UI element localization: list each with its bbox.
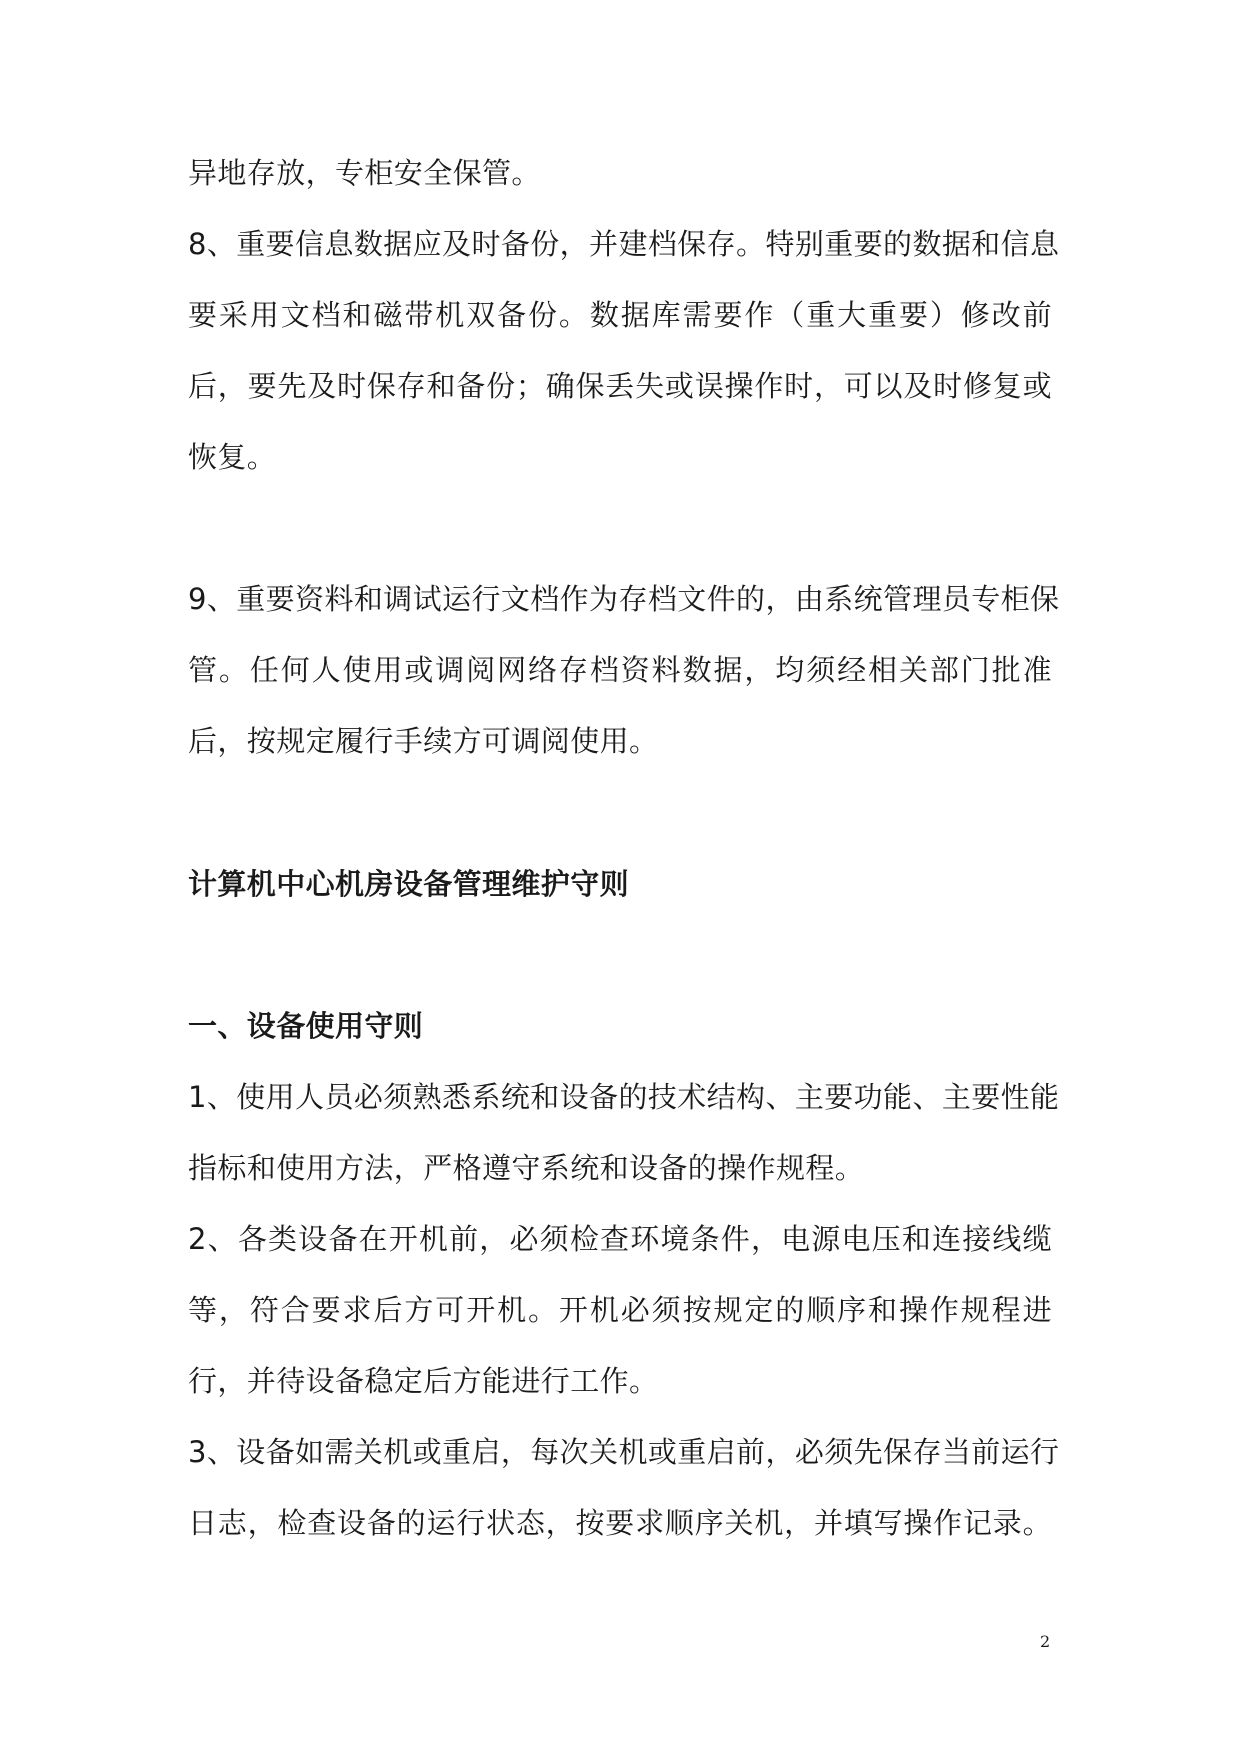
paragraph-line: 指标和使用方法，严格遵守系统和设备的操作规程。 (188, 1151, 865, 1185)
paragraph-line: 异地存放，专柜安全保管。 (188, 156, 541, 190)
paragraph-line: 2、各类设备在开机前，必须检查环境条件，电源电压和连接线缆 (188, 1222, 1052, 1256)
paragraph-line: 8、重要信息数据应及时备份，并建档保存。特别重要的数据和信息 (188, 227, 1060, 261)
paragraph-line: 1、使用人员必须熟悉系统和设备的技术结构、主要功能、主要性能 (188, 1080, 1060, 1114)
page-number: 2 (1040, 1632, 1051, 1651)
paragraph-line: 后，按规定履行手续方可调阅使用。 (188, 724, 659, 758)
paragraph-line: 要采用文档和磁带机双备份。数据库需要作（重大重要）修改前 (188, 298, 1052, 332)
paragraph-line: 恢复。 (188, 440, 277, 474)
section-heading: 计算机中心机房设备管理维护守则 (188, 867, 630, 901)
paragraph-line: 等，符合要求后方可开机。开机必须按规定的顺序和操作规程进 (188, 1293, 1052, 1327)
subsection-heading: 一、设备使用守则 (188, 1009, 424, 1043)
paragraph-line: 日志，检查设备的运行状态，按要求顺序关机，并填写操作记录。 (188, 1506, 1052, 1540)
paragraph-line: 管。任何人使用或调阅网络存档资料数据，均须经相关部门批准 (188, 653, 1052, 687)
paragraph-line: 9、重要资料和调试运行文档作为存档文件的，由系统管理员专柜保 (188, 582, 1060, 616)
paragraph-line: 行，并待设备稳定后方能进行工作。 (188, 1364, 659, 1398)
paragraph-line: 后，要先及时保存和备份；确保丢失或误操作时，可以及时修复或 (188, 369, 1052, 403)
paragraph-line: 3、设备如需关机或重启，每次关机或重启前，必须先保存当前运行 (188, 1435, 1060, 1469)
